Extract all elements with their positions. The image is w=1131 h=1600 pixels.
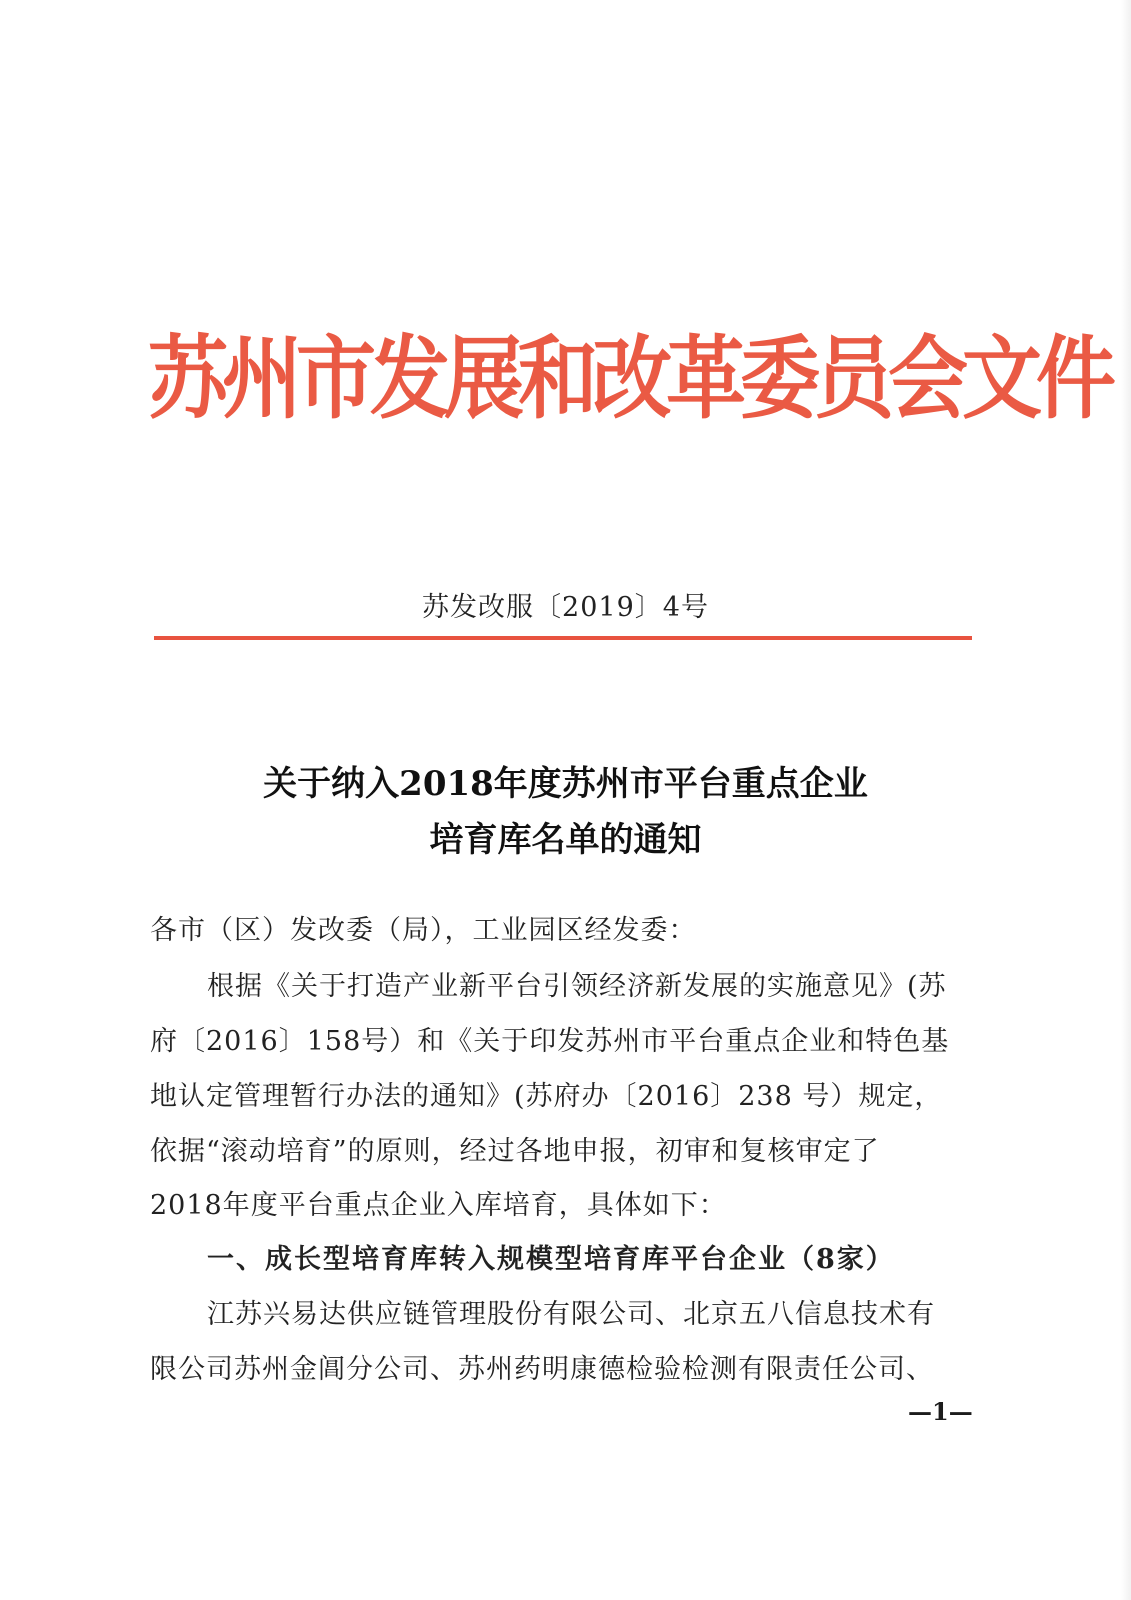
paragraph-line: 根据《关于打造产业新平台引领经济新发展的实施意见》(苏 [207,971,947,1002]
paragraph-line: 府〔2016〕158号）和《关于印发苏州市平台重点企业和特色基 [150,1026,950,1057]
paragraph-line: 地认定管理暂行办法的通知》(苏府办〔2016〕238 号）规定， [150,1081,943,1112]
issuer-masthead: 苏州市发展和改革委员会文件 [148,325,1110,431]
paragraph-line: 2018年度平台重点企业入库培育，具体如下： [150,1190,727,1221]
paragraph-line: 依据“滚动培育”的原则，经过各地申报，初审和复核审定了 [150,1136,880,1167]
page-number: —1— [908,1397,973,1426]
salutation: 各市（区）发改委（局），工业园区经发委： [150,915,697,946]
section-heading: 一、成长型培育库转入规模型培育库平台企业（8家） [207,1244,895,1275]
list-line: 限公司苏州金阊分公司、苏州药明康德检验检测有限责任公司、 [150,1354,934,1385]
list-line: 江苏兴易达供应链管理股份有限公司、北京五八信息技术有 [207,1299,935,1330]
notice-title-line-2: 培育库名单的通知 [429,820,702,860]
document-number: 苏发改服〔2019〕4号 [422,592,709,623]
red-divider-rule [154,636,972,640]
notice-title-line-1: 关于纳入2018年度苏州市平台重点企业 [263,764,868,804]
